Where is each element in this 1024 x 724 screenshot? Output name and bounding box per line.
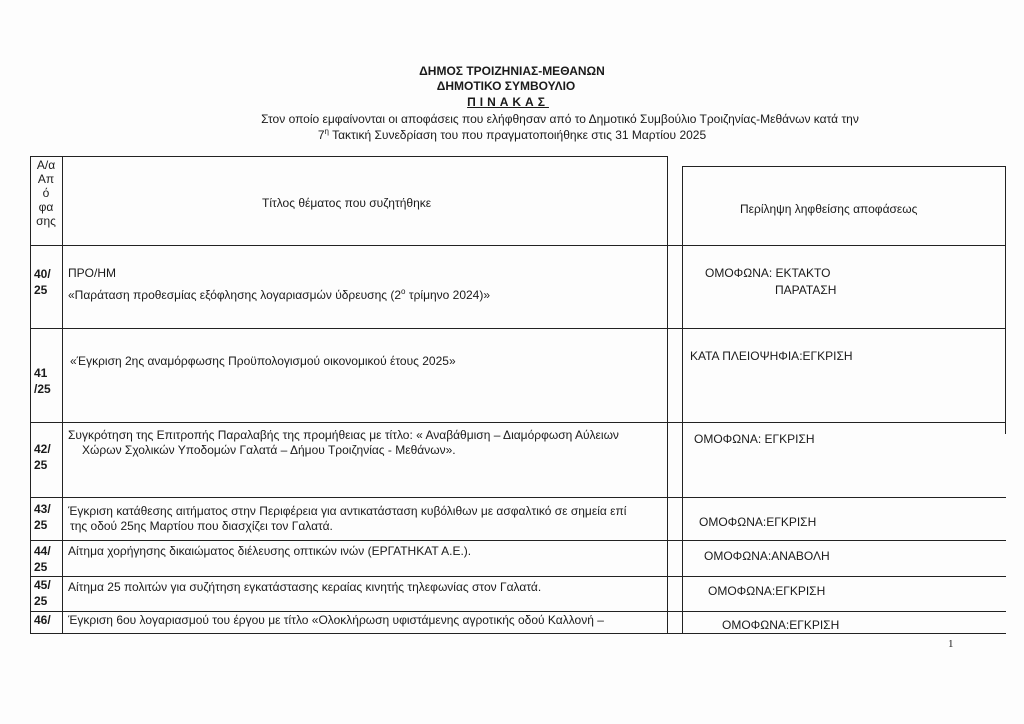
row-line-6 [30, 576, 1006, 577]
ordinal-suffix: η [324, 127, 329, 136]
session-text: Τακτική Συνεδρίαση του που πραγματοποιήθηκε στις 31 Μαρτίου 2025 [328, 128, 707, 142]
row-number-part: 41 [34, 366, 48, 380]
col-number-header-line: Απ [37, 172, 55, 186]
col-number-header-line: σης [36, 214, 56, 228]
row-title: «Έγκριση 2ης αναμόρφωσης Προϋπολογισμού οικονομικού έτους 2025» [70, 354, 456, 368]
row-number [34, 365, 51, 397]
row-line-3 [30, 422, 1006, 423]
row-number-part: 46/ [34, 613, 51, 627]
council-title: ΔΗΜΟΤΙΚΟ ΣΥΜΒΟΥΛΙΟ [436, 79, 576, 93]
row-number-part: 25 [34, 283, 48, 297]
row-title-line: ΠΡΟ/ΗΜ [68, 266, 116, 280]
row-number-part: 43/ [34, 502, 51, 516]
row-summary: ΟΜΟΦΩΝΑ:ΕΓΚΡΙΣΗ [699, 515, 817, 529]
row-summary: ΟΜΟΦΩΝΑ:ΕΓΚΡΙΣΗ [708, 584, 826, 598]
row-number [34, 266, 51, 298]
row-title-line: Χώρων Σχολικών Υποδομών Γαλατά – Δήμου Τροιζηνίας - Μεθάνων». [82, 443, 456, 457]
row-title [68, 266, 490, 303]
row-title-sup: ο [401, 287, 406, 296]
row-title-text: τρίμηνο 2024)» [405, 288, 491, 302]
row-summary: ΟΜΟΦΩΝΑ: ΕΓΚΡΙΣΗ [694, 432, 815, 446]
row-number-part: 25 [34, 458, 48, 472]
row-line-4 [30, 497, 1006, 498]
border-right [1005, 166, 1006, 434]
row-summary: ΟΜΟΦΩΝΑ: ΕΚΤΑΚΤΟ [705, 266, 831, 280]
row-number-part: /25 [34, 382, 51, 396]
row-summary: ΚΑΤΑ ΠΛΕΙΟΨΗΦΙΑ:ΕΓΚΡΙΣΗ [690, 349, 853, 363]
row-number [34, 543, 51, 575]
border-top [30, 156, 668, 157]
row-title [68, 428, 619, 458]
row-number-part: 25 [34, 560, 48, 574]
row-title-line: Έγκριση κατάθεσης αιτήματος στην Περιφέρεια για αντικατάσταση κυβόλιθων με ασφαλτικό σε σημεία επί [68, 504, 627, 518]
border-col1 [62, 156, 63, 634]
row-summary: ΟΜΟΦΩΝΑ:ΕΓΚΡΙΣΗ [722, 618, 840, 632]
row-number-part: 40/ [34, 267, 51, 281]
ordinal-number: 7 [317, 128, 325, 142]
col-number-header-line: φα [38, 200, 54, 214]
row-title-line: Συγκρότηση της Επιτροπής Παραλαβής της προμήθειας με τίτλο: « Αναβάθμιση – Διαμόρφωση Αύλειων [68, 428, 619, 442]
col-number-header-line: Α/α [36, 158, 56, 172]
decisions-table [30, 156, 1006, 634]
row-line-7 [30, 611, 1006, 612]
description-line-2 [0, 127, 1024, 142]
row-title-line: της οδού 25ης Μαρτίου που διασχίζει τον Γαλατά. [70, 519, 333, 533]
border-col2b [682, 166, 683, 634]
border-bottom [30, 633, 1006, 634]
row-title [68, 504, 626, 534]
row-number [34, 612, 51, 628]
border-col2 [667, 156, 668, 634]
municipality-title: ΔΗΜΟΣ ΤΡΟΙΖΗΝΙΑΣ-ΜΕΘΑΝΩΝ [419, 64, 605, 78]
row-title: Έγκριση 6ου λογαριασμού του έργου με τίτλο «Ολοκλήρωση υφιστάμενης αγροτικής οδού Καλλονή – [68, 613, 604, 627]
row-number-part: 45/ [34, 578, 51, 592]
row-number-part: 42/ [34, 442, 51, 456]
row-title: Αίτημα χορήγησης δικαιώματος διέλευσης οπτικών ινών (ΕΡΓΑΤΗΚΑΤ Α.Ε.). [68, 544, 472, 558]
row-number-part: 25 [34, 594, 48, 608]
col-number-header [31, 158, 61, 228]
description-line-1: Στον οποίο εμφαίνονται οι αποφάσεις που ελήφθησαν από το Δημοτικό Συμβούλιο Τροιζηνίας-Μεθάνων κατά την [261, 112, 859, 126]
row-line-2 [30, 328, 1006, 329]
row-number-part: 25 [34, 518, 48, 532]
border-top-right [682, 166, 1006, 167]
row-summary: ΟΜΟΦΩΝΑ:ΑΝΑΒΟΛΗ [704, 549, 830, 563]
row-number [34, 501, 51, 533]
row-line-5 [30, 540, 1006, 541]
row-title-line [68, 284, 490, 303]
row-number [34, 441, 51, 473]
row-summary-line-2: ΠΑΡΑΤΑΣΗ [775, 283, 837, 297]
row-line-1 [30, 245, 1006, 246]
col-number-header-line: ό [42, 186, 50, 200]
row-number-part: 44/ [34, 544, 51, 558]
row-title-text: «Παράταση προθεσμίας εξόφλησης λογαριασμών ύδρευσης (2 [68, 288, 402, 302]
col-title-header: Τίτλος θέματος που συζητήθηκε [262, 196, 432, 210]
page-number: 1 [948, 638, 954, 650]
col-summary-header: Περίληψη ληφθείσης αποφάσεως [740, 202, 918, 216]
row-title: Αίτημα 25 πολιτών για συζήτηση εγκατάστασης κεραίας κινητής τηλεφωνίας στον Γαλατά. [68, 580, 542, 594]
row-number [34, 577, 51, 609]
table-title: ΠΙΝΑΚΑΣ [467, 95, 549, 109]
